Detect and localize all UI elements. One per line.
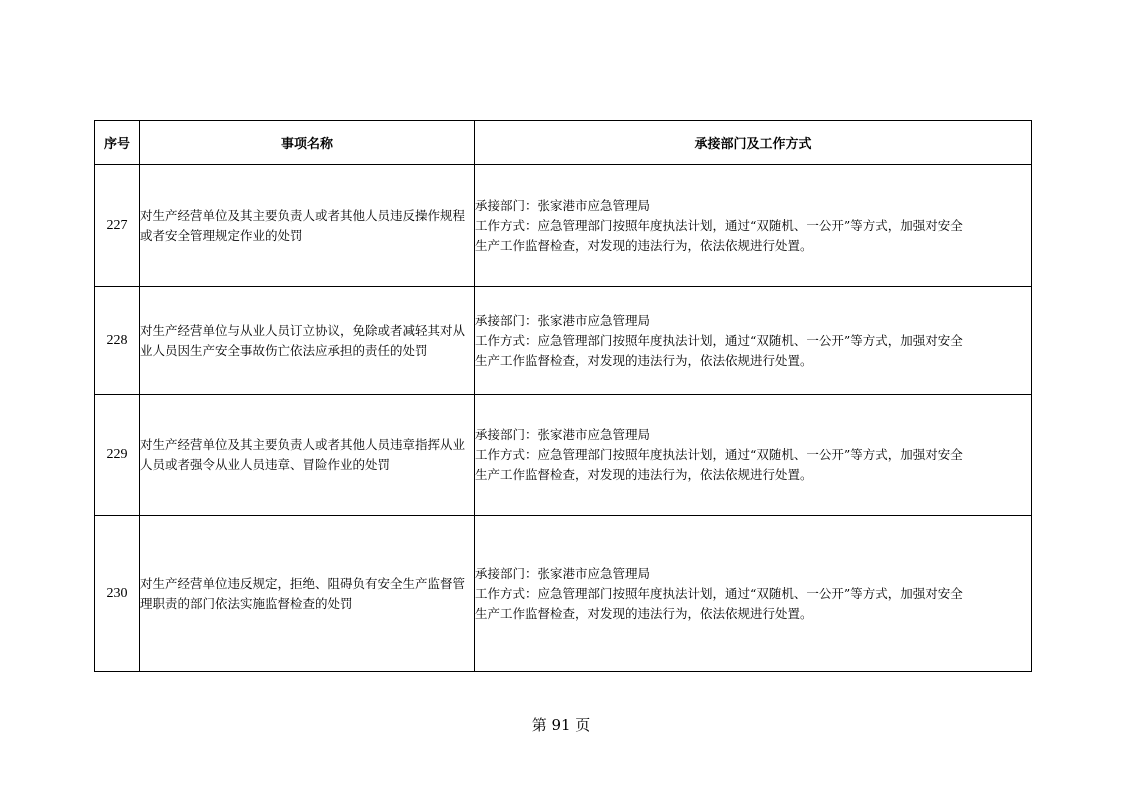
method-line: 生产工作监督检查，对发现的违法行为，依法依规进行处置。 (475, 237, 813, 253)
row-serial-number: 227 (95, 165, 140, 287)
row-item-name: 对生产经营单位及其主要负责人或者其他人员违反操作规程或者安全管理规定作业的处罚 (140, 165, 475, 287)
method-line: 工作方式：应急管理部门按照年度执法计划，通过“双随机、一公开”等方式，加强对安全 (475, 217, 963, 233)
header-department-and-method: 承接部门及工作方式 (475, 121, 1032, 165)
method-line: 生产工作监督检查，对发现的违法行为，依法依规进行处置。 (475, 467, 813, 482)
row-serial-number: 228 (95, 287, 140, 395)
row-item-name: 对生产经营单位违反规定，拒绝、阻碍负有安全生产监督管理职责的部门依法实施监督检查的处罚 (140, 516, 475, 672)
row-department-and-method (475, 165, 1032, 287)
row-serial-number: 229 (95, 395, 140, 516)
method-line: 工作方式：应急管理部门按照年度执法计划，通过“双随机、一公开”等方式，加强对安全 (475, 447, 963, 462)
dept-line: 承接部门：张家港市应急管理局 (475, 565, 651, 581)
table-header-row (95, 121, 1032, 165)
method-line: 生产工作监督检查，对发现的违法行为，依法依规进行处置。 (475, 605, 813, 621)
items-table (94, 120, 1032, 672)
row-serial-number: 230 (95, 516, 140, 672)
row-department-and-method (475, 516, 1032, 672)
header-serial-number: 序号 (95, 121, 140, 165)
method-line: 生产工作监督检查，对发现的违法行为，依法依规进行处置。 (475, 352, 813, 368)
row-item-name: 对生产经营单位与从业人员订立协议，免除或者减轻其对从业人员因生产安全事故伤亡依法应承担的责任的处罚 (140, 287, 475, 395)
table-row (95, 395, 1032, 516)
page-number: 第 91 页 (531, 716, 591, 734)
table-row (95, 165, 1032, 287)
row-item-name: 对生产经营单位及其主要负责人或者其他人员违章指挥从业人员或者强令从业人员违章、冒险作业的处罚 (140, 395, 475, 516)
table-row (95, 287, 1032, 395)
table-row (95, 516, 1032, 672)
method-line: 工作方式：应急管理部门按照年度执法计划，通过“双随机、一公开”等方式，加强对安全 (475, 585, 963, 601)
dept-line: 承接部门：张家港市应急管理局 (475, 197, 651, 213)
dept-line: 承接部门：张家港市应急管理局 (475, 427, 651, 442)
header-item-name: 事项名称 (140, 121, 475, 165)
row-department-and-method (475, 287, 1032, 395)
row-department-and-method (475, 395, 1032, 516)
method-line: 工作方式：应急管理部门按照年度执法计划，通过“双随机、一公开”等方式，加强对安全 (475, 332, 963, 348)
dept-line: 承接部门：张家港市应急管理局 (475, 312, 651, 328)
